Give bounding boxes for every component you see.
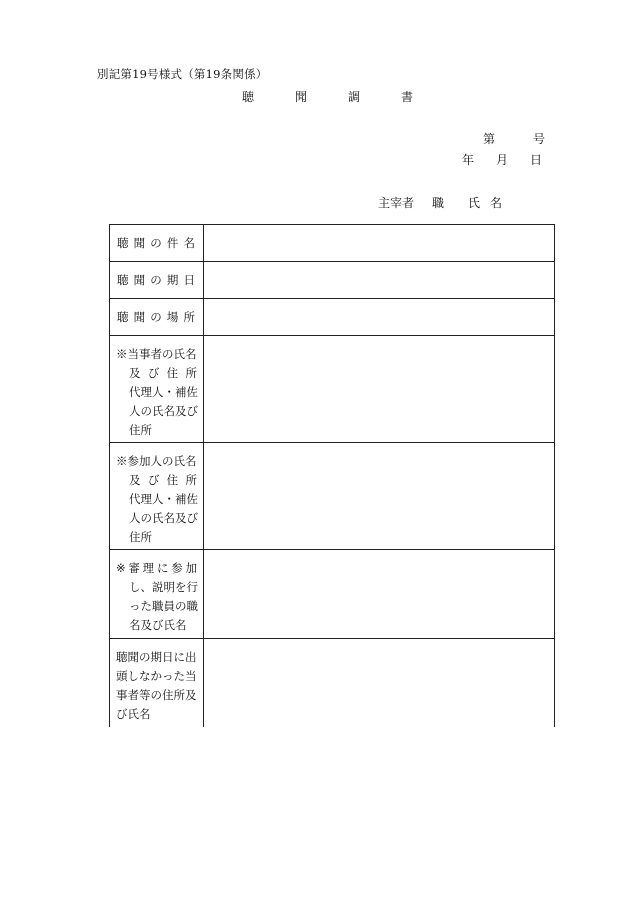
label-line: 聴聞の期日に出 [116, 650, 197, 664]
table-row [110, 443, 555, 550]
table-row [110, 299, 555, 336]
title-char: 調 [348, 90, 361, 104]
title-char: 聴 [242, 90, 255, 104]
hearing-record-table [109, 224, 555, 727]
label-char: 聴 [117, 273, 129, 287]
value-parties[interactable] [204, 336, 555, 443]
value-case-name[interactable] [204, 225, 555, 262]
label-char: 聴 [117, 236, 129, 250]
date-year: 年 [462, 153, 475, 167]
label-line: 名及び氏名 [129, 618, 187, 632]
title-char: 聞 [295, 90, 308, 104]
label-line: 代理人・補佐 [129, 492, 198, 506]
label-char: 日 [183, 273, 195, 287]
label-line: 頭しなかった当 [116, 669, 197, 683]
label-line: 住所 [129, 530, 152, 544]
label-char: 件 [166, 236, 179, 250]
label-char: の [150, 236, 162, 250]
table-row [110, 262, 555, 299]
label-line: 人の氏名及び [129, 511, 198, 525]
value-staff[interactable] [204, 550, 555, 639]
number-prefix: 第 [483, 132, 496, 146]
form-reference: 別記第19号様式（第19条関係） [97, 67, 268, 81]
title-char: 書 [401, 90, 414, 104]
number-suffix: 号 [533, 132, 546, 146]
presider-name-char: 名 [490, 196, 503, 210]
presider-label: 主宰者 [378, 196, 415, 210]
label-parties [110, 336, 204, 443]
label-line: 及 び 住 所 [129, 473, 197, 487]
label-participants [110, 443, 204, 550]
presider-name-char: 氏 [468, 196, 481, 210]
label-line: ※当事者の氏名 [116, 347, 197, 361]
label-line: ※参加人の氏名 [116, 454, 197, 468]
table-row [110, 336, 555, 443]
label-char: 聴 [117, 310, 129, 324]
value-hearing-date[interactable] [204, 262, 555, 299]
table-row [110, 225, 555, 262]
label-line: った職員の職 [129, 599, 198, 613]
document-date [462, 151, 542, 168]
label-hearing-place [110, 299, 204, 336]
label-char: の [150, 310, 162, 324]
table-row [110, 639, 555, 727]
label-line: 住所 [129, 423, 152, 437]
label-char: 聞 [133, 236, 146, 250]
label-absent-parties [110, 639, 204, 727]
value-absent-parties[interactable] [204, 639, 555, 727]
date-day: 日 [530, 153, 543, 167]
label-hearing-date [110, 262, 204, 299]
label-char: 場 [166, 310, 179, 324]
document-title [242, 88, 413, 105]
label-char: 名 [183, 236, 195, 250]
label-line: 及 び 住 所 [129, 366, 197, 380]
label-char: 期 [166, 273, 179, 287]
label-line: 代理人・補佐 [129, 385, 198, 399]
label-line: ※ 審 理 に 参 加 [116, 561, 197, 575]
label-line: 事者等の住所及 [116, 688, 197, 702]
date-month: 月 [496, 153, 509, 167]
value-participants[interactable] [204, 443, 555, 550]
label-char: 所 [183, 310, 195, 324]
label-char: 聞 [133, 273, 146, 287]
label-char: の [150, 273, 162, 287]
presider-position: 職 [432, 196, 445, 210]
label-line: し、説明を行 [129, 580, 198, 594]
document-number [483, 130, 545, 147]
label-case-name [110, 225, 204, 262]
label-line: び氏名 [116, 707, 151, 721]
presider-line [378, 194, 502, 211]
table-row [110, 550, 555, 639]
label-staff [110, 550, 204, 639]
label-char: 聞 [133, 310, 146, 324]
value-hearing-place[interactable] [204, 299, 555, 336]
label-line: 人の氏名及び [129, 404, 198, 418]
